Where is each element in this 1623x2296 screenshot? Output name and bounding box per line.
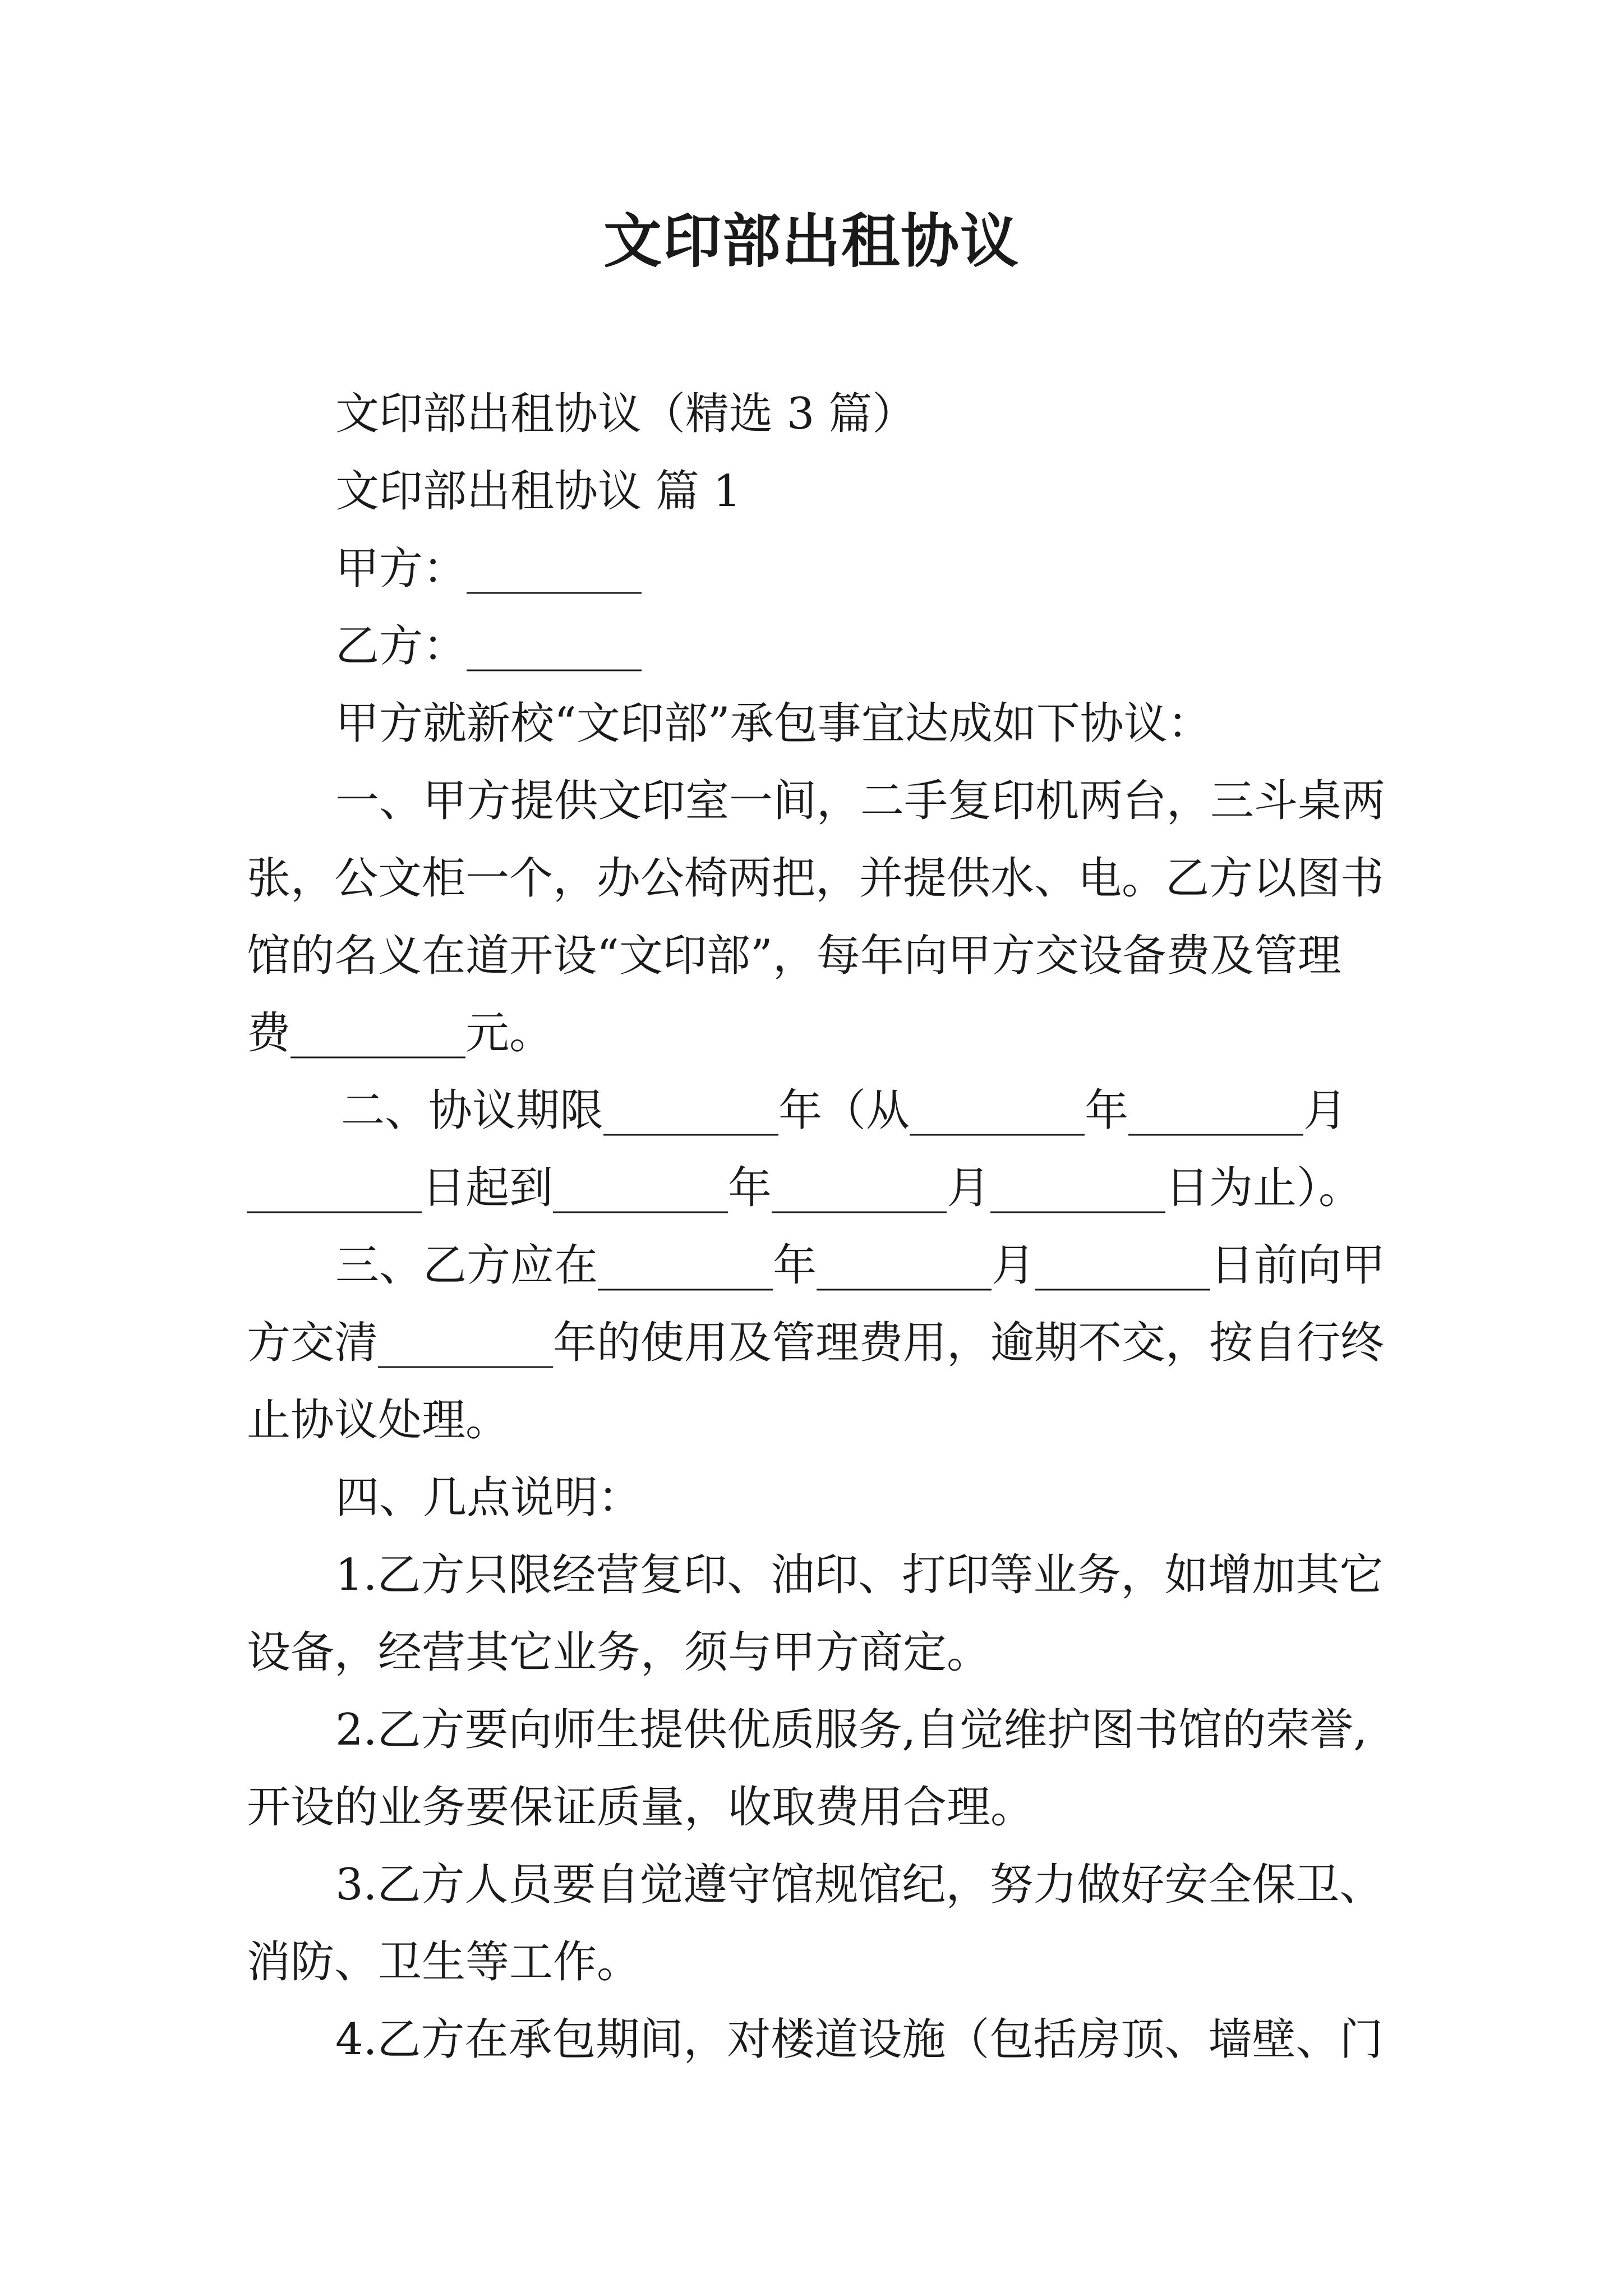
paragraph-line: 开设的业务要保证质量，收取费用合理。: [247, 1782, 1035, 1833]
paragraph-line: 馆的名义在道开设“文印部”，每年向甲方交设备费及管理: [247, 931, 1341, 981]
paragraph-line: 3.乙方人员要自觉遵守馆规馆纪，努力做好安全保卫、: [335, 1860, 1384, 1910]
paragraph-line: 4.乙方在承包期间，对楼道设施（包括房顶、墙壁、门: [335, 2014, 1384, 2065]
party-a-line: 甲方：________: [335, 544, 642, 594]
paragraph-line: ________日起到________年________月________日为止）。: [247, 1163, 1363, 1213]
paragraph-line: 2.乙方要向师生提供优质服务,自觉维护图书馆的荣誉,: [335, 1705, 1368, 1755]
paragraph-line: 甲方就新校“文印部”承包事宜达成如下协议：: [335, 698, 1211, 749]
document-title: 文印部出租协议: [603, 206, 1020, 275]
paragraph-line: 费________元。: [247, 1008, 554, 1059]
paragraph-line: 方交清________年的使用及管理费用，逾期不交，按自行终: [247, 1318, 1385, 1368]
section-heading: 文印部出租协议 篇 1: [335, 466, 741, 517]
document-subtitle: 文印部出租协议（精选 3 篇）: [335, 389, 916, 439]
paragraph-line: 1.乙方只限经营复印、油印、打印等业务，如增加其它: [335, 1550, 1384, 1600]
paragraph-line: 止协议处理。: [247, 1395, 510, 1446]
paragraph-line: 三、乙方应在________年________月________日前向甲: [335, 1240, 1386, 1291]
paragraph-line: 张，公文柜一个，办公椅两把，并提供水、电。乙方以图书: [247, 853, 1385, 904]
paragraph-line: 四、几点说明：: [335, 1473, 642, 1523]
paragraph-line: 设备，经营其它业务，须与甲方商定。: [247, 1627, 991, 1678]
party-b-line: 乙方：________: [335, 621, 642, 671]
paragraph-line: 一、甲方提供文印室一间，二手复印机两台，三斗桌两: [335, 776, 1386, 826]
paragraph-line: 二、协议期限________年（从________年________月: [341, 1085, 1348, 1136]
paragraph-line: 消防、卫生等工作。: [247, 1937, 641, 1987]
